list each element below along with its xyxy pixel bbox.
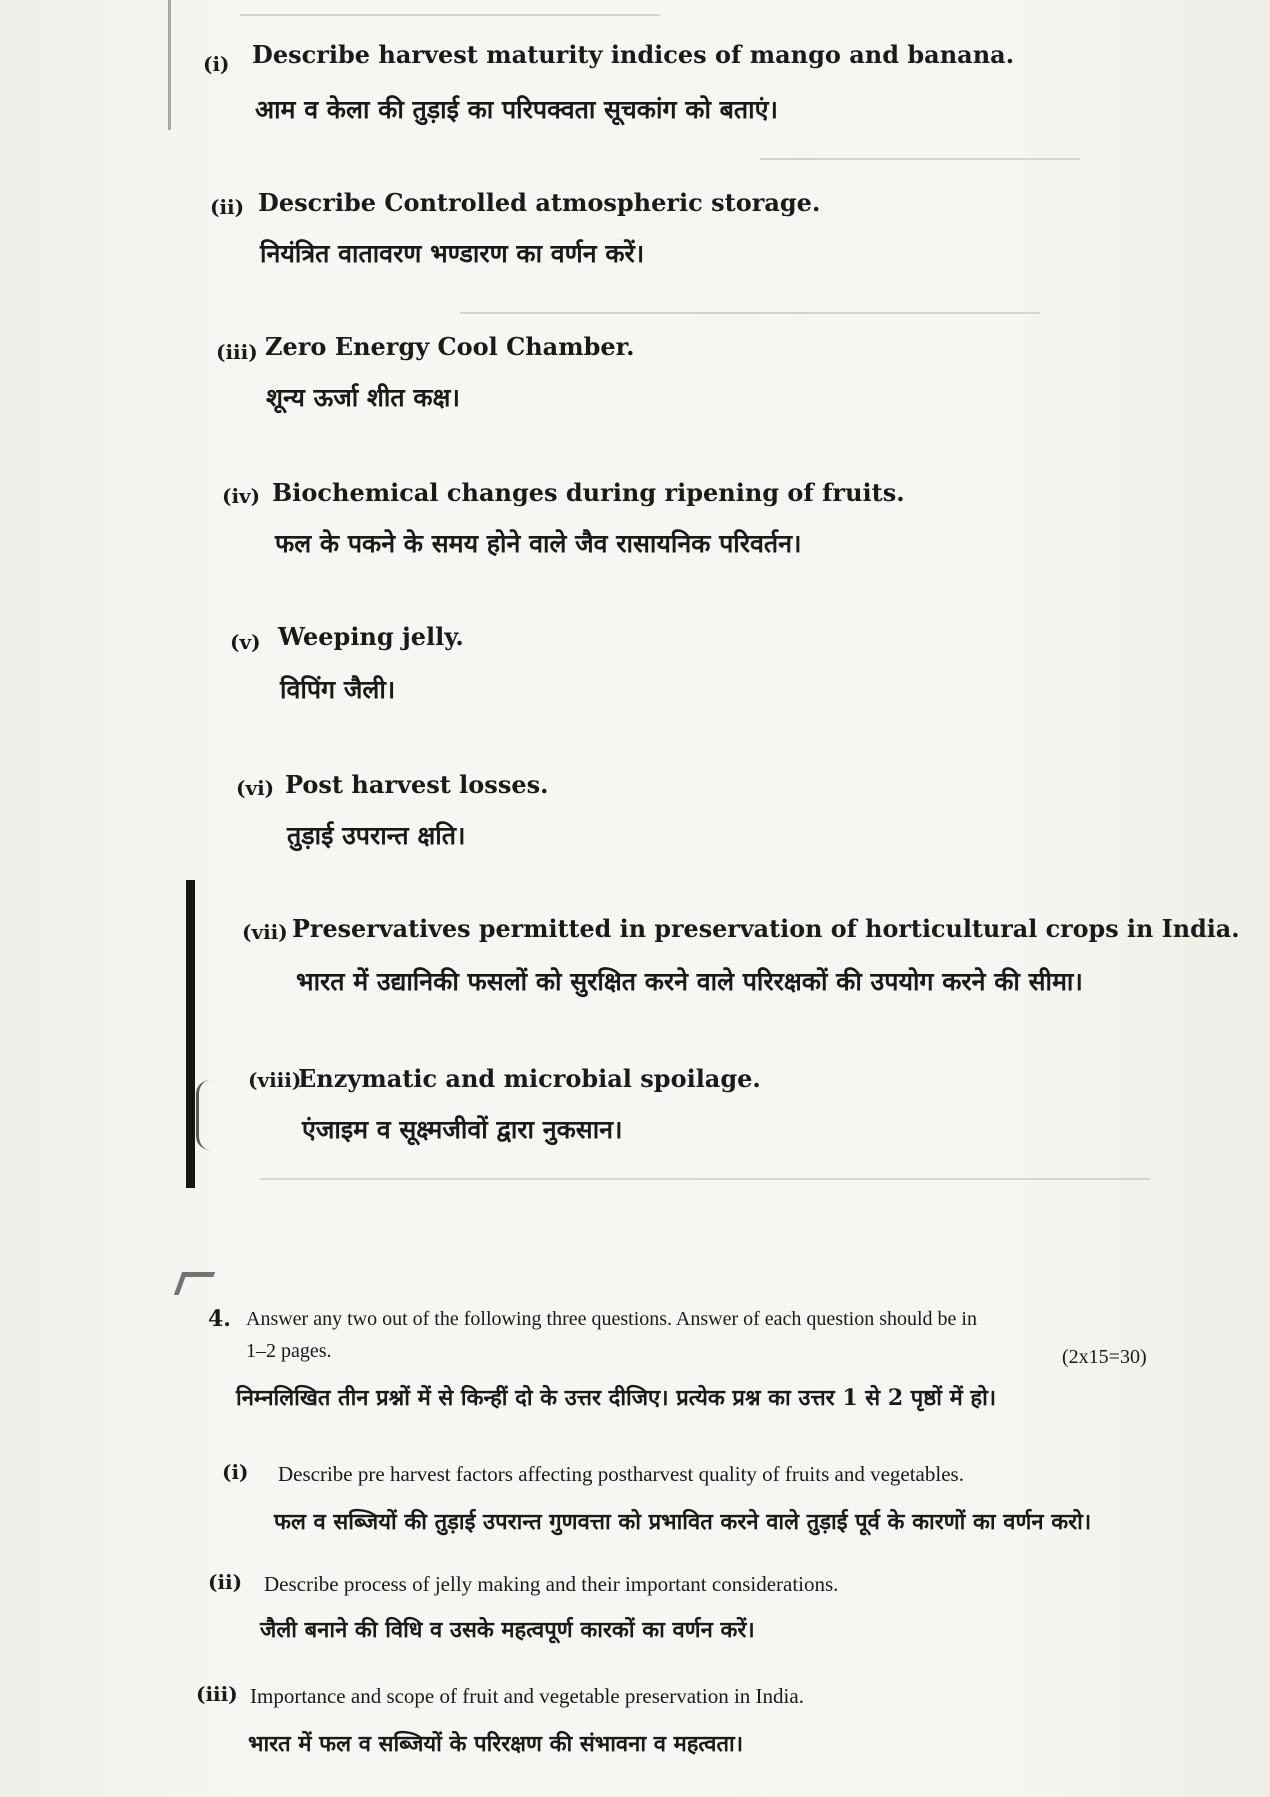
item-hindi-text: आम व केला की तुड़ाई का परिपक्वता सूचकांग को बताएं। [255,95,778,124]
item-english-text: Post harvest losses. [285,770,549,799]
item-number: (viii) [248,1068,302,1092]
item-english-text: Describe process of jelly making and their important considerations. [264,1572,839,1596]
marks-allocation: (2x15=30) [1062,1346,1147,1368]
item-number: (iv) [222,484,261,508]
item-number: (ii) [210,195,245,219]
item-number: (vii) [242,920,288,944]
item-hindi-text: विपिंग जैली। [280,675,396,704]
item-number: (i) [222,1460,249,1484]
item-number: (iii) [196,1682,238,1706]
item-english-text: Describe Controlled atmospheric storage. [258,188,821,217]
item-hindi-text: भारत में उद्यानिकी फसलों को सुरक्षित करने वाले परिरक्षकों की उपयोग करने की सीमा। [296,967,1083,996]
bleed-through-line [260,1178,1150,1180]
item-number: (vi) [236,776,275,800]
item-english-text: Enzymatic and microbial spoilage. [298,1064,761,1093]
bleed-through-line [240,14,660,16]
item-english-text: Describe pre harvest factors affecting postharvest quality of fruits and vegetables. [278,1462,964,1486]
page-edge-line [168,0,171,130]
item-hindi-text: तुड़ाई उपरान्त क्षति। [287,821,466,850]
bleed-through-line [760,158,1080,160]
item-english-text: Biochemical changes during ripening of fruits. [272,478,905,507]
item-number: (i) [203,52,230,76]
item-hindi-text: शून्य ऊर्जा शीत कक्ष। [266,383,460,412]
item-hindi-text: फल के पकने के समय होने वाले जैव रासायनिक परिवर्तन। [275,529,802,558]
margin-curl-mark [196,1080,219,1150]
item-hindi-text: फल व सब्जियों की तुड़ाई उपरान्त गुणवत्ता को प्रभावित करने वाले तुड़ाई पूर्व के कारणों का वर्णन करो। [274,1509,1092,1535]
item-hindi-text: नियंत्रित वातावरण भण्डारण का वर्णन करें। [260,239,645,268]
question-instruction-cont: 1–2 pages. [246,1340,332,1362]
item-english-text: Zero Energy Cool Chamber. [265,332,635,361]
question-instruction-hindi: निम्नलिखित तीन प्रश्नों में से किन्हीं दो के उत्तर दीजिए। प्रत्येक प्रश्न का उत्तर 1 से 2 पृष्ठों में हो। [236,1385,997,1411]
item-number: (v) [230,630,261,654]
question-instruction: Answer any two out of the following three questions. Answer of each question should be in [246,1308,977,1330]
item-english-text: Preservatives permitted in preservation of horticultural crops in India. [292,914,1240,943]
item-hindi-text: जैली बनाने की विधि व उसके महत्वपूर्ण कारकों का वर्णन करें। [260,1617,755,1643]
item-english-text: Importance and scope of fruit and vegetable preservation in India. [250,1684,804,1708]
item-hindi-text: एंजाइम व सूक्ष्मजीवों द्वारा नुकसान। [302,1115,623,1144]
bleed-through-line [460,312,1040,314]
question-number: 4. [208,1306,231,1332]
item-number: (iii) [216,340,258,364]
item-hindi-text: भारत में फल व सब्जियों के परिरक्षण की संभावना व महत्वता। [248,1731,744,1757]
item-english-text: Describe harvest maturity indices of mango and banana. [252,40,1015,69]
margin-shadow-bar [186,880,195,1188]
item-number: (ii) [208,1570,243,1594]
corner-fold-mark [174,1272,215,1295]
item-english-text: Weeping jelly. [278,622,464,651]
